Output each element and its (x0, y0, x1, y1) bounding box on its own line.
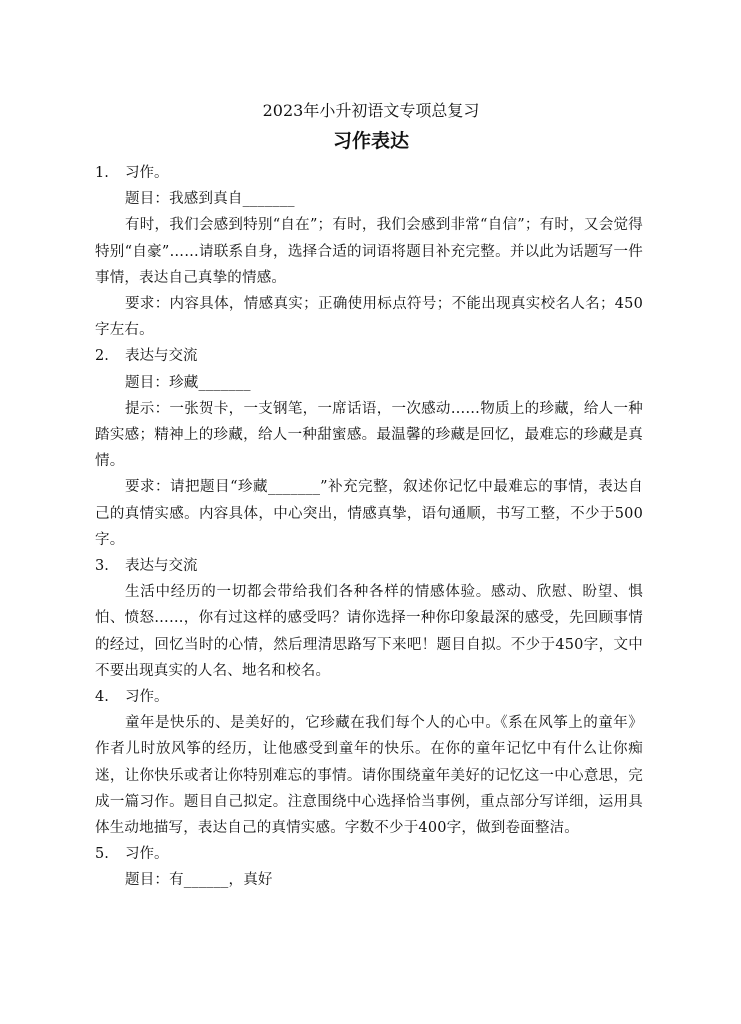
question-prompt-title: 题目：有______，真好 (125, 872, 273, 889)
question-heading-text: 表达与交流 (125, 558, 198, 575)
question-5 (95, 841, 643, 893)
question-heading (95, 343, 643, 369)
document-title: 2023年小升初语文专项总复习 (262, 101, 480, 120)
question-number: 3. (95, 558, 109, 575)
question-paragraph: 生活中经历的一切都会带给我们各种各样的情感体验。感动、欣慰、盼望、惧怕、愤怒……，你有过这样的感受吗？请你选择一种你印象最深的感受，先回顾事情的经过，回忆当时的心情，然后理清思路写下来吧！题目自拟。不少于450字，文中不要出现真实的人名、地名和校名。 (95, 584, 643, 679)
question-3 (95, 553, 643, 684)
question-heading (95, 553, 643, 579)
question-number: 1. (95, 165, 109, 181)
question-heading-text: 表达与交流 (125, 348, 198, 365)
question-paragraph: 有时，我们会感到特别“自在”；有时，我们会感到非常“自信”；有时，又会觉得特别“自豪”……请联系自身，选择合适的词语将题目补充完整。并以此为话题写一件事情，表达自己真挚的情感。 (95, 217, 643, 286)
question-heading (95, 684, 643, 710)
question-number: 5. (95, 846, 109, 863)
question-2 (95, 343, 643, 553)
document-content (95, 98, 643, 894)
question-prompt-title: 题目：我感到真自_______ (125, 191, 295, 208)
question-1 (95, 160, 643, 343)
question-prompt-title: 题目：珍藏_______ (125, 374, 251, 391)
question-heading (95, 160, 643, 186)
question-4 (95, 684, 643, 841)
question-heading-text: 习作。 (125, 689, 169, 706)
document-subtitle: 习作表达 (332, 130, 409, 152)
question-heading (95, 841, 643, 867)
question-requirements: 要求：内容具体，情感真实；正确使用标点符号；不能出现真实校名人名；450字左右。 (95, 296, 643, 339)
question-number: 2. (95, 348, 109, 365)
question-heading-text: 习作。 (125, 165, 169, 181)
question-paragraph: 童年是快乐的、是美好的，它珍藏在我们每个人的心中。《系在风筝上的童年》作者儿时放风筝的经历，让他感受到童年的快乐。在你的童年记忆中有什么让你痴迷，让你快乐或者让你特别难忘的事情。请你围绕童年美好的记忆这一中心意思，完成一篇习作。题目自己拟定。注意围绕中心选择恰当事例，重点部分写详细，运用具体生动地描写，表达自己的真情实感。字数不少于400字，做到卷面整洁。 (95, 715, 643, 837)
question-number: 4. (95, 689, 109, 706)
question-heading-text: 习作。 (125, 846, 169, 863)
question-hint: 提示：一张贺卡，一支钢笔，一席话语，一次感动……物质上的珍藏，给人一种踏实感；精神上的珍藏，给人一种甜蜜感。最温馨的珍藏是回忆，最难忘的珍藏是真情。 (95, 400, 643, 470)
question-requirements: 要求：请把题目“珍藏_______”补充完整，叙述你记忆中最难忘的事情，表达自己的真情实感。内容具体，中心突出，情感真挚，语句通顺，书写工整，不少于500字。 (95, 479, 643, 548)
